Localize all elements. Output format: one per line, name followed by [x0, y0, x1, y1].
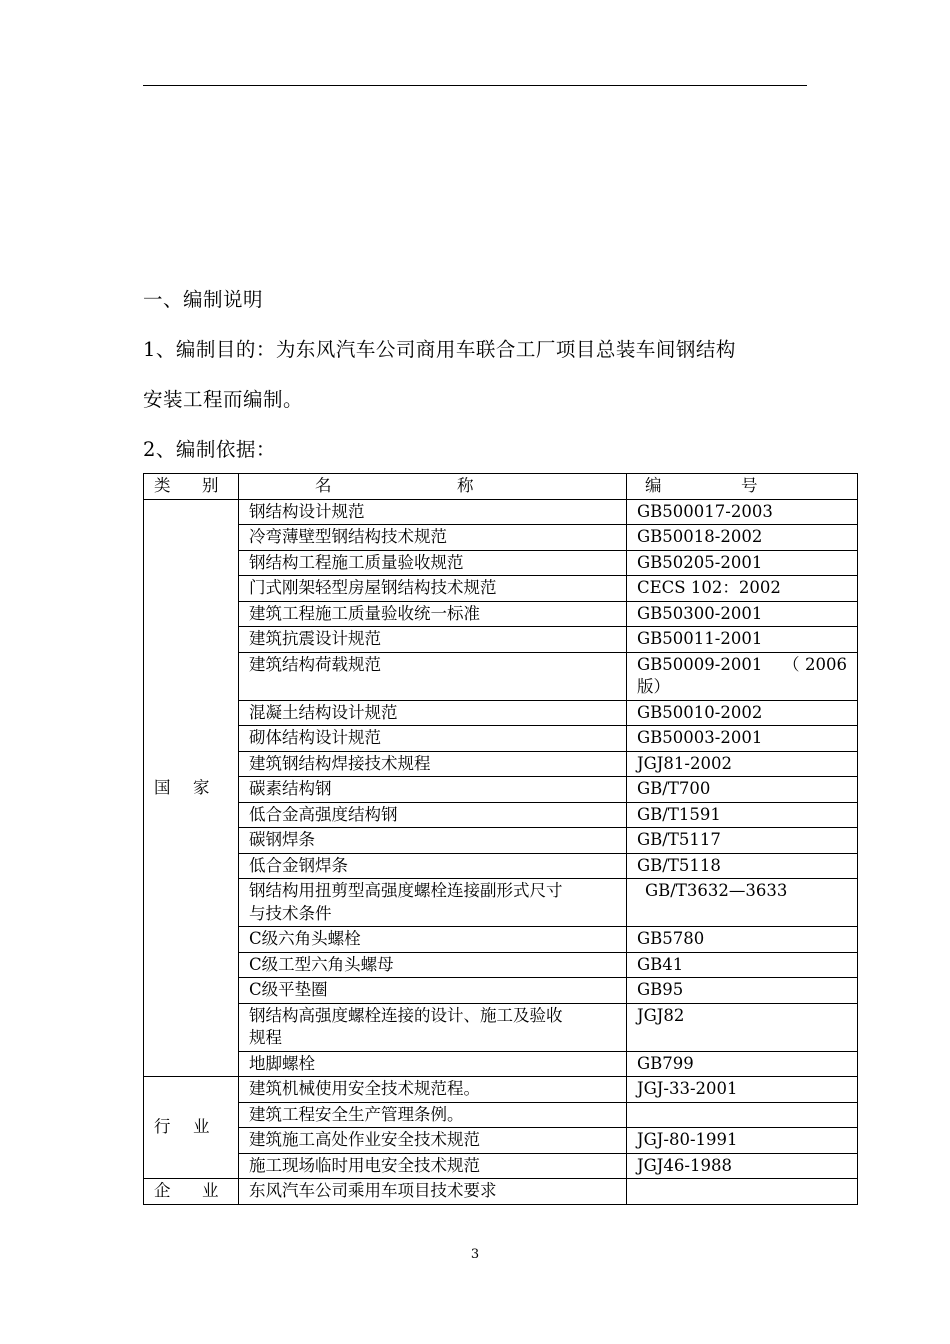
- standard-name: C级工型六角头螺母: [239, 952, 627, 978]
- standard-name: 钢结构工程施工质量验收规范: [239, 550, 627, 576]
- table-row: [144, 700, 858, 726]
- standard-code: GB50003-2001: [627, 726, 858, 752]
- table-row: [144, 828, 858, 854]
- section-heading: 一、编制说明: [143, 288, 264, 311]
- table-row: [144, 751, 858, 777]
- standard-name: 建筑结构荷载规范: [239, 652, 627, 700]
- standard-name: 混凝土结构设计规范: [239, 700, 627, 726]
- standard-code: GB/T5117: [627, 828, 858, 854]
- table-row: [144, 1153, 858, 1179]
- table-row: [144, 1077, 858, 1103]
- standard-code: GB50009-2001 （ 2006 版）: [627, 652, 858, 700]
- standard-code: GB/T700: [627, 777, 858, 803]
- table-row: [144, 601, 858, 627]
- header-category: 类 别: [144, 474, 239, 500]
- standard-code: JGJ82: [627, 1003, 858, 1051]
- category-industry: 行 业: [144, 1077, 239, 1179]
- table-row: [144, 978, 858, 1004]
- table-row: [144, 726, 858, 752]
- standard-code: [627, 1102, 858, 1128]
- table-row: [144, 1051, 858, 1077]
- basis-heading: 2、编制依据：: [143, 438, 276, 461]
- table-header-row: [144, 474, 858, 500]
- standard-code: GB/T1591: [627, 802, 858, 828]
- category-enterprise: 企 业: [144, 1179, 239, 1205]
- table-row: [144, 927, 858, 953]
- standard-code: GB50300-2001: [627, 601, 858, 627]
- standard-code: GB799: [627, 1051, 858, 1077]
- standard-name: 门式刚架轻型房屋钢结构技术规范: [239, 576, 627, 602]
- standard-code: GB500017-2003: [627, 499, 858, 525]
- standard-name: 钢结构设计规范: [239, 499, 627, 525]
- standard-code: JGJ-80-1991: [627, 1128, 858, 1154]
- standard-code: GB5780: [627, 927, 858, 953]
- standard-name: 东风汽车公司乘用车项目技术要求: [239, 1179, 627, 1205]
- table-row: [144, 1102, 858, 1128]
- table-row: [144, 525, 858, 551]
- header-name: 名 称: [239, 474, 627, 500]
- standard-code: JGJ46-1988: [627, 1153, 858, 1179]
- table-row: [144, 1179, 858, 1205]
- standard-name: 建筑抗震设计规范: [239, 627, 627, 653]
- table-row: [144, 952, 858, 978]
- standard-name: 钢结构高强度螺栓连接的设计、施工及验收 规程: [239, 1003, 627, 1051]
- standard-name: 建筑工程施工质量验收统一标准: [239, 601, 627, 627]
- standard-name: 碳素结构钢: [239, 777, 627, 803]
- standard-name: 低合金高强度结构钢: [239, 802, 627, 828]
- table-row: [144, 802, 858, 828]
- standard-name: 地脚螺栓: [239, 1051, 627, 1077]
- standard-name: 低合金钢焊条: [239, 853, 627, 879]
- purpose-line-1: 1、编制目的：为东风汽车公司商用车联合工厂项目总装车间钢结构: [143, 338, 736, 361]
- category-national: 国 家: [144, 499, 239, 1077]
- standard-code: JGJ-33-2001: [627, 1077, 858, 1103]
- standard-code: GB/T3632—3633: [627, 879, 858, 927]
- table-row: [144, 879, 858, 927]
- standard-name: 建筑施工高处作业安全技术规范: [239, 1128, 627, 1154]
- standard-name: 建筑钢结构焊接技术规程: [239, 751, 627, 777]
- standard-code: GB95: [627, 978, 858, 1004]
- standard-code: GB50010-2002: [627, 700, 858, 726]
- standard-code: GB41: [627, 952, 858, 978]
- standard-name: 冷弯薄壁型钢结构技术规范: [239, 525, 627, 551]
- table-row: [144, 499, 858, 525]
- table-row: [144, 853, 858, 879]
- table-row: [144, 550, 858, 576]
- standard-code: CECS 102：2002: [627, 576, 858, 602]
- standard-code: GB/T5118: [627, 853, 858, 879]
- table-row: [144, 777, 858, 803]
- standard-name: 建筑机械使用安全技术规范程。: [239, 1077, 627, 1103]
- table-row: [144, 652, 858, 700]
- standard-name: 碳钢焊条: [239, 828, 627, 854]
- standard-name: C级平垫圈: [239, 978, 627, 1004]
- table-row: [144, 627, 858, 653]
- standard-name: 建筑工程安全生产管理条例。: [239, 1102, 627, 1128]
- purpose-line-2: 安装工程而编制。: [143, 388, 304, 411]
- standard-code: GB50205-2001: [627, 550, 858, 576]
- table-row: [144, 1003, 858, 1051]
- header-rule: [143, 85, 807, 86]
- standard-code: GB50018-2002: [627, 525, 858, 551]
- standards-table: [143, 473, 858, 1205]
- standard-code: [627, 1179, 858, 1205]
- standard-name: C级六角头螺栓: [239, 927, 627, 953]
- standard-code: JGJ81-2002: [627, 751, 858, 777]
- standard-name: 钢结构用扭剪型高强度螺栓连接副形式尺寸 与技术条件: [239, 879, 627, 927]
- standard-name: 施工现场临时用电安全技术规范: [239, 1153, 627, 1179]
- standard-name: 砌体结构设计规范: [239, 726, 627, 752]
- table-row: [144, 576, 858, 602]
- page-number: 3: [470, 1247, 480, 1262]
- header-code: 编 号: [627, 474, 858, 500]
- table-row: [144, 1128, 858, 1154]
- standard-code: GB50011-2001: [627, 627, 858, 653]
